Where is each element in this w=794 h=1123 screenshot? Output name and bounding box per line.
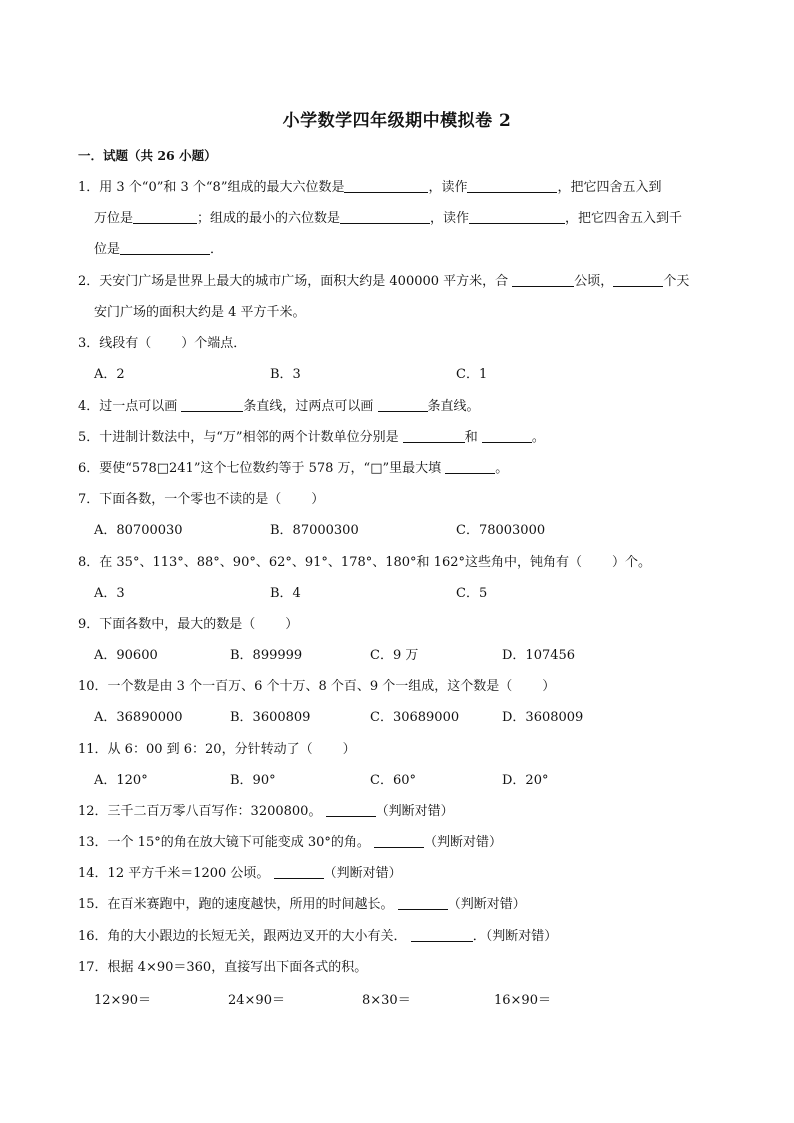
section-heading: 一．试题（共 26 小题）: [78, 148, 217, 163]
question-1-line-1: 1．用 3 个“0”和 3 个“8”组成的最大六位数是 ，读作 ，把它四舍五入到: [78, 180, 662, 195]
answer-blank[interactable]: [411, 927, 473, 942]
answer-blank[interactable]: [467, 178, 557, 193]
option-d[interactable]: D．107456: [502, 648, 576, 663]
equation-item[interactable]: 8×30＝: [362, 993, 411, 1008]
answer-blank[interactable]: [340, 209, 430, 224]
option-a[interactable]: A．90600: [94, 648, 158, 663]
question-8-stem: 8．在 35°、113°、88°、90°、62°、91°、178°、180°和 162°这些角中，钝角有（ ）个。: [78, 555, 652, 570]
option-b[interactable]: B．87000300: [270, 523, 359, 538]
option-d[interactable]: D．20°: [502, 773, 549, 788]
answer-blank[interactable]: [120, 240, 210, 255]
option-c[interactable]: C．1: [456, 367, 488, 382]
option-c[interactable]: C．9 万: [370, 648, 419, 663]
answer-blank[interactable]: [403, 428, 465, 443]
question-2-line-1: 2．天安门广场是世界上最大的城市广场，面积大约是 400000 平方米，合 公顷， 个天: [78, 274, 690, 289]
equation-item[interactable]: 16×90＝: [494, 993, 551, 1008]
answer-blank[interactable]: [133, 209, 197, 224]
question-4: 4．过一点可以画 条直线，过两点可以画 条直线。: [78, 399, 480, 414]
answer-blank[interactable]: [344, 178, 428, 193]
answer-blank[interactable]: [613, 272, 663, 287]
equation-item[interactable]: 24×90＝: [228, 993, 285, 1008]
question-10-stem: 10．一个数是由 3 个一百万、6 个十万、8 个百、9 个一组成，这个数是（ ）: [78, 679, 556, 694]
option-a[interactable]: A．36890000: [94, 710, 183, 725]
exam-title: 小学数学四年级期中模拟卷 2: [282, 111, 512, 131]
answer-blank[interactable]: [512, 272, 574, 287]
question-16: 16．角的大小跟边的长短无关，跟两边叉开的大小有关． ．（判断对错）: [78, 929, 558, 944]
question-1-line-3: 位是 ．: [94, 242, 224, 257]
question-7-stem: 7．下面各数，一个零也不读的是（ ）: [78, 492, 325, 507]
answer-blank[interactable]: [378, 397, 428, 412]
option-a[interactable]: A．2: [94, 367, 125, 382]
option-c[interactable]: C．5: [456, 586, 488, 601]
question-5: 5．十进制计数法中，与“万”相邻的两个计数单位分别是 和 。: [78, 430, 545, 445]
question-14: 14．12 平方千米＝1200 公顷。 （判断对错）: [78, 866, 402, 881]
option-c[interactable]: C．60°: [370, 773, 416, 788]
question-6: 6．要使“578□241”这个七位数约等于 578 万，“□”里最大填 。: [78, 461, 509, 476]
answer-blank[interactable]: [398, 895, 448, 910]
equation-item[interactable]: 12×90＝: [94, 993, 151, 1008]
question-13: 13．一个 15°的角在放大镜下可能变成 30°的角。 （判断对错）: [78, 835, 503, 850]
option-b[interactable]: B．3600809: [230, 710, 311, 725]
option-a[interactable]: A．80700030: [94, 523, 183, 538]
question-17-stem: 17．根据 4×90＝360，直接写出下面各式的积。: [78, 960, 368, 975]
question-11-stem: 11．从 6：00 到 6：20，分针转动了（ ）: [78, 742, 356, 757]
question-12: 12．三千二百万零八百写作：3200800。 （判断对错）: [78, 804, 454, 819]
option-c[interactable]: C．30689000: [370, 710, 460, 725]
question-9-stem: 9．下面各数中，最大的数是（ ）: [78, 617, 299, 632]
question-1-line-2: 万位是 ；组成的最小的六位数是 ，读作 ，把它四舍五入到千: [94, 211, 683, 226]
option-b[interactable]: B．3: [270, 367, 301, 382]
answer-blank[interactable]: [374, 833, 424, 848]
option-a[interactable]: A．3: [94, 586, 125, 601]
question-2-line-2: 安门广场的面积大约是 4 平方千米。: [94, 305, 306, 320]
answer-blank[interactable]: [274, 864, 324, 879]
option-c[interactable]: C．78003000: [456, 523, 546, 538]
option-b[interactable]: B．899999: [230, 648, 303, 663]
question-15: 15．在百米赛跑中，跑的速度越快，所用的时间越长。 （判断对错）: [78, 897, 526, 912]
answer-blank[interactable]: [445, 459, 495, 474]
option-b[interactable]: B．90°: [230, 773, 276, 788]
answer-blank[interactable]: [326, 802, 376, 817]
answer-blank[interactable]: [482, 428, 532, 443]
question-3-stem: 3．线段有（ ）个端点．: [78, 336, 247, 351]
answer-blank[interactable]: [469, 209, 565, 224]
option-d[interactable]: D．3608009: [502, 710, 584, 725]
answer-blank[interactable]: [181, 397, 243, 412]
option-b[interactable]: B．4: [270, 586, 301, 601]
option-a[interactable]: A．120°: [94, 773, 148, 788]
